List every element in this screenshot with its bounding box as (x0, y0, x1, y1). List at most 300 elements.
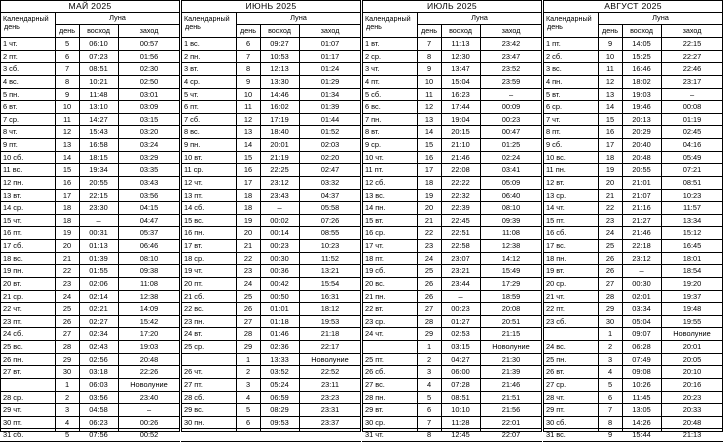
table-row (0, 316, 180, 329)
calendar-date: 19 пн. (3, 266, 24, 276)
table-row (362, 379, 542, 392)
moon-day: 2 (245, 367, 251, 377)
table-row (362, 51, 542, 64)
calendar-date: 13 вт. (3, 190, 22, 200)
calendar-date: 1 чт. (3, 39, 18, 48)
table-header (362, 12, 542, 38)
moon-day: 6 (426, 405, 432, 415)
calendar-date: 19 вт. (546, 266, 565, 276)
calendar-date: 17 вс. (546, 241, 566, 250)
calendar-date: 17 вт. (184, 241, 203, 250)
moonset-time: 01:24 (320, 64, 340, 74)
moonrise-time: 20:01 (270, 140, 289, 149)
moonrise-time: 13:05 (632, 405, 651, 415)
table-row (181, 291, 361, 304)
table-row (543, 202, 723, 215)
table-row (362, 316, 542, 329)
calendar-date: 20 пт. (184, 278, 203, 288)
calendar-date: 7 чт. (546, 114, 561, 124)
moonset-time: 03:24 (139, 140, 159, 149)
moon-day: 15 (605, 114, 615, 124)
moon-day: 11 (244, 102, 252, 112)
moonrise-time: 18:02 (632, 76, 651, 86)
moonrise-time: 16:23 (451, 89, 470, 99)
moonset-time: 01:39 (320, 102, 340, 112)
table-row (543, 240, 723, 253)
calendar-date: 19 чт. (184, 266, 203, 276)
calendar-date: 30 ср. (365, 417, 386, 427)
table-row (543, 139, 723, 152)
moon-day: 6 (245, 417, 251, 427)
table-row (0, 215, 180, 228)
moonrise-time: 09:53 (270, 417, 289, 427)
calendar-date: 26 чт. (184, 367, 203, 377)
moonset-time: 19:55 (682, 316, 702, 326)
moonrise-time: 22:58 (451, 241, 470, 250)
calendar-date: 27 вс. (365, 379, 385, 389)
table-row (543, 392, 723, 405)
table-row (181, 341, 361, 354)
table-row (362, 253, 542, 266)
table-row (181, 76, 361, 89)
column-divider (417, 12, 418, 432)
table-body (362, 38, 542, 442)
moon-day: 27 (243, 316, 253, 326)
moonrise-time: 20:29 (632, 127, 651, 137)
calendar-date: 9 пт. (3, 140, 18, 149)
moon-day: 8 (245, 64, 251, 74)
table-row (181, 265, 361, 278)
moon-day: 7 (426, 39, 432, 48)
table-row (362, 278, 542, 291)
calendar-date: 15 вс. (184, 215, 204, 225)
table-row (0, 417, 180, 430)
moonset-time: 01:17 (320, 51, 340, 61)
day-header: день (602, 26, 618, 35)
table-row (543, 89, 723, 102)
moonset-time: 04:37 (320, 190, 340, 200)
moon-day: 30 (62, 367, 72, 377)
calendar-date: 31 вс. (546, 430, 566, 440)
moonset-time: 02:50 (139, 76, 159, 86)
moon-day: 17 (243, 177, 253, 187)
moonset-time: 03:32 (320, 177, 340, 187)
moon-day: 25 (243, 291, 253, 301)
table-row (362, 139, 542, 152)
table-row (362, 89, 542, 102)
calendar-date: 12 вт. (546, 177, 565, 187)
moon-day: 26 (424, 291, 434, 301)
calendar-date: 3 вс. (546, 64, 562, 74)
moon-day: 22 (424, 228, 434, 238)
calendar-date: 3 чт. (365, 64, 380, 74)
calendar-date: 27 пт. (184, 379, 203, 389)
moonrise-time: 02:43 (89, 342, 108, 351)
calendar-date: 5 вт. (546, 89, 561, 99)
moonset-time: 05:49 (682, 152, 702, 162)
moonrise-time: 02:21 (89, 304, 108, 314)
calendar-date: 25 вс. (3, 342, 23, 351)
calendar-date: 20 вс. (365, 278, 385, 288)
moon-day: 8 (426, 51, 432, 61)
table-row (0, 164, 180, 177)
moon-day: 2 (64, 392, 70, 402)
moonset-time: 00:57 (139, 39, 159, 48)
calendar-date: 1 пт. (546, 39, 561, 48)
moonset-time: 21:51 (501, 392, 521, 402)
moon-day: 18 (243, 190, 253, 200)
table-row (0, 139, 180, 152)
moon-day: 15 (243, 152, 253, 162)
moonrise-time: 08:51 (89, 64, 108, 74)
moonset-time: 20:16 (682, 379, 702, 389)
moonset-time: – (508, 89, 514, 99)
moonset-time: 00:08 (682, 102, 702, 112)
calendar-date: 13 ср. (546, 190, 567, 200)
moon-day: 21 (605, 190, 615, 200)
moonrise-time: 00:50 (270, 291, 289, 301)
moonset-time: 20:01 (682, 342, 702, 351)
moonset-time: 19:20 (682, 278, 702, 288)
calendar-date: 8 пт. (546, 127, 561, 137)
moonset-time: 01:34 (320, 89, 340, 99)
moonrise-time: 16:58 (89, 140, 108, 149)
moonrise-time: 02:06 (89, 278, 108, 288)
calendar-date: 22 вс. (184, 304, 204, 314)
table-row (181, 392, 361, 405)
month-title: ИЮНЬ 2025 (181, 0, 361, 13)
moonrise-time: 12:30 (451, 51, 470, 61)
calendar-date: 28 сб. (184, 392, 205, 402)
table-row (362, 126, 542, 139)
calendar-date: 6 ср. (546, 102, 563, 112)
calendar-header-line: день (547, 22, 563, 31)
moon-day: 13 (605, 89, 615, 99)
moonset-time: 21:15 (501, 329, 521, 339)
moonrise-time: 21:46 (451, 152, 470, 162)
moonset-time: 00:23 (501, 114, 521, 124)
table-row (543, 328, 723, 341)
moonset-time: 01:56 (139, 51, 159, 61)
moonset-time: – (689, 89, 695, 99)
moonset-time: 00:47 (501, 127, 521, 137)
calendar-date: 21 пн. (365, 291, 386, 301)
moon-day: 2 (426, 354, 432, 364)
table-row (181, 38, 361, 51)
calendar-day-header (0, 12, 53, 37)
moon-day: 28 (243, 329, 253, 339)
moonset-time: 01:07 (320, 39, 340, 48)
moonset-time: 20:10 (682, 367, 702, 377)
moon-day: 10 (605, 51, 615, 61)
rise-header: восход (87, 26, 110, 35)
calendar-date: 7 ср. (3, 114, 20, 124)
moonset-time: 23:37 (320, 417, 340, 427)
moonset-time: 16:31 (320, 291, 340, 301)
table-row (543, 429, 723, 442)
table-row (0, 366, 180, 379)
table-row (543, 278, 723, 291)
calendar-date: 2 пт. (3, 51, 18, 61)
moon-day: 9 (607, 39, 613, 48)
moonrise-time: 19:34 (89, 165, 108, 175)
table-row (362, 265, 542, 278)
moonset-time: 23:47 (501, 51, 521, 61)
moonset-time: 03:29 (139, 152, 159, 162)
calendar-date: 2 ср. (365, 51, 382, 61)
moon-day: 5 (245, 405, 251, 415)
moonrise-time: 03:52 (270, 367, 289, 377)
moon-day: 12 (243, 114, 253, 124)
table-row (543, 227, 723, 240)
table-row (181, 240, 361, 253)
moonset-time: 19:53 (320, 316, 340, 326)
moonrise-time: 15:43 (89, 127, 108, 137)
moonrise-time: 04:58 (89, 405, 108, 415)
moonrise-time: 01:55 (89, 266, 108, 276)
calendar-date: 23 сб. (546, 316, 567, 326)
table-row (0, 76, 180, 89)
calendar-day-header (362, 12, 415, 37)
moonrise-time: 18:40 (270, 127, 289, 137)
moonset-time: 23:31 (320, 405, 340, 415)
table-row (0, 126, 180, 139)
table-row (362, 101, 542, 114)
calendar-date: 18 ср. (184, 253, 205, 263)
moon-day: 22 (605, 203, 615, 213)
table-row (362, 63, 542, 76)
moon-day: 24 (605, 228, 615, 238)
moon-day: 19 (62, 228, 72, 238)
moonset-time: 04:16 (682, 140, 702, 149)
table-row (543, 417, 723, 430)
moonrise-time: 08:51 (451, 392, 470, 402)
month-table (0, 0, 180, 440)
moonrise-time: 19:03 (632, 89, 651, 99)
calendar-date: 12 чт. (184, 177, 203, 187)
moonrise-time: 01:46 (270, 329, 289, 339)
moonrise-time: 06:59 (270, 392, 289, 402)
moonset-time: 08:10 (139, 253, 159, 263)
moon-day: 17 (605, 140, 615, 149)
calendar-date: 28 чт. (546, 392, 565, 402)
day-header: день (240, 26, 256, 35)
moonset-time: 20:51 (501, 316, 521, 326)
moonrise-time: 01:01 (270, 304, 289, 314)
table-row (362, 38, 542, 51)
set-header: заход (320, 26, 340, 35)
calendar-header-line: Календарный (365, 14, 411, 23)
set-header: заход (139, 26, 159, 35)
moon-day: 29 (605, 304, 615, 314)
table-row (362, 392, 542, 405)
moon-day: 28 (62, 342, 72, 351)
moon-day: 21 (424, 215, 434, 225)
moonset-time: 07:21 (682, 165, 702, 175)
moon-day: 20 (605, 177, 615, 187)
column-divider (260, 25, 261, 432)
rise-header: восход (268, 26, 291, 35)
moon-day: 29 (243, 342, 253, 351)
calendar-date: 11 ср. (184, 165, 204, 175)
calendar-date: 22 вт. (365, 304, 384, 314)
table-row (362, 215, 542, 228)
moonset-time: 23:42 (501, 39, 521, 48)
moonrise-time: 10:21 (89, 76, 108, 86)
day-header: день (421, 26, 437, 35)
moonset-time: 00:09 (501, 102, 521, 112)
table-row (362, 291, 542, 304)
moonset-time: 22:17 (320, 342, 340, 351)
moonrise-time: 00:23 (270, 241, 289, 250)
moon-day: 12 (424, 102, 434, 112)
calendar-date: 21 чт. (546, 291, 565, 301)
moonset-time: 03:56 (139, 190, 159, 200)
moonrise-time: 08:29 (270, 405, 289, 415)
moonset-time: 23:23 (320, 392, 340, 402)
calendar-date: 24 вс. (546, 342, 566, 351)
moonrise-time: 03:18 (89, 367, 108, 377)
moonset-time: 17:20 (139, 329, 159, 339)
table-row (181, 253, 361, 266)
table-row (0, 328, 180, 341)
moonset-time: 08:51 (682, 177, 702, 187)
moonrise-time: 01:27 (451, 316, 470, 326)
moon-day: 27 (424, 304, 434, 314)
moonrise-time: 06:03 (89, 379, 108, 389)
moon-day: 8 (64, 76, 70, 86)
moon-day: 26 (605, 253, 615, 263)
table-row (543, 101, 723, 114)
moonset-time: Новолуние (673, 329, 711, 339)
moonset-time: 23:52 (501, 64, 521, 74)
moonrise-time: 06:00 (451, 367, 470, 377)
moonrise-time: 23:12 (632, 253, 651, 263)
month-table (181, 0, 361, 432)
moonset-time: 20:48 (682, 417, 702, 427)
calendar-header-line: Календарный (546, 14, 592, 23)
moonrise-time: 01:18 (270, 316, 289, 326)
moonset-time: 14:09 (139, 304, 159, 314)
moon-day: 16 (62, 177, 72, 187)
moonrise-time: 02:34 (89, 329, 108, 339)
moonset-time: 02:03 (320, 140, 340, 149)
moonset-time: 01:29 (320, 76, 340, 86)
moonset-time: 00:26 (139, 417, 159, 427)
moon-day: 8 (426, 430, 432, 440)
table-row (181, 202, 361, 215)
table-row (181, 190, 361, 203)
moon-day: 2 (607, 342, 613, 351)
calendar-date: 21 сб. (184, 291, 205, 301)
moon-day: 1 (426, 342, 432, 351)
moonset-time: 22:15 (682, 39, 702, 48)
moon-day: 26 (62, 316, 72, 326)
table-row (181, 215, 361, 228)
calendar-date: 28 пн. (365, 392, 386, 402)
table-row (0, 379, 180, 392)
table-row (0, 341, 180, 354)
table-row (543, 291, 723, 304)
moonrise-time: 20:55 (632, 165, 651, 175)
moon-day: 26 (243, 304, 253, 314)
table-row (543, 152, 723, 165)
table-row (362, 114, 542, 127)
calendar-date: 8 чт. (3, 127, 18, 137)
table-row (543, 253, 723, 266)
moon-day: 4 (64, 417, 70, 427)
calendar-date: 6 пт. (184, 102, 199, 112)
moonrise-time: 12:45 (451, 430, 470, 440)
moon-day: 7 (64, 64, 70, 74)
rise-header: восход (630, 26, 653, 35)
calendar-date: 20 вт. (3, 278, 22, 288)
moonset-time: 01:52 (320, 127, 340, 137)
moonrise-time: 00:23 (451, 304, 470, 314)
moon-day: 19 (243, 215, 253, 225)
calendar-date: 2 пн. (184, 51, 201, 61)
table-row (0, 429, 180, 442)
moonset-time: 15:49 (501, 266, 521, 276)
moon-day: 14 (62, 152, 72, 162)
moon-day: 5 (64, 39, 70, 48)
moonrise-time: 15:25 (632, 51, 651, 61)
table-row (0, 265, 180, 278)
moonset-time: 23:59 (501, 76, 521, 86)
moonset-time: 21:46 (501, 379, 521, 389)
moonrise-time: 00:02 (270, 215, 289, 225)
table-row (362, 227, 542, 240)
moonset-time: 11:08 (140, 278, 158, 288)
table-row (362, 303, 542, 316)
table-row (0, 392, 180, 405)
moonset-time: 20:48 (139, 354, 159, 364)
table-row (543, 366, 723, 379)
moon-day: 18 (243, 203, 253, 213)
table-row (362, 76, 542, 89)
moonrise-time: 02:53 (451, 329, 470, 339)
calendar-date: 16 пн. (184, 228, 205, 238)
column-divider (118, 25, 119, 432)
moonset-time: Новолуние (492, 342, 530, 351)
column-divider (598, 12, 599, 432)
moonrise-time: 02:56 (89, 354, 108, 364)
moonrise-time: 12:13 (270, 64, 289, 74)
table-row (181, 51, 361, 64)
moonset-time: 02:24 (501, 152, 521, 162)
moon-day: 20 (424, 203, 434, 213)
calendar-date: 10 чт. (365, 152, 384, 162)
calendar-date: 30 сб. (546, 417, 567, 427)
calendar-date: 26 пн. (3, 354, 24, 364)
moonrise-time: – (277, 203, 282, 213)
moonset-time: 05:09 (501, 177, 521, 187)
calendar-date: 1 вт. (365, 39, 380, 48)
moonrise-time: 05:24 (270, 379, 289, 389)
calendar-date: 11 вс. (3, 165, 23, 175)
moonset-time: 00:52 (139, 430, 159, 440)
table-row (543, 190, 723, 203)
moonrise-time: 03:15 (451, 342, 470, 351)
moonset-time: 16:45 (682, 241, 702, 250)
moonset-time: 22:07 (501, 430, 521, 440)
table-row (181, 126, 361, 139)
moon-day: 16 (605, 127, 615, 137)
calendar-date: 3 вт. (184, 64, 199, 74)
moonrise-time: 23:44 (451, 278, 470, 288)
moonset-time: 21:13 (682, 430, 702, 440)
moonset-time: 08:55 (320, 228, 340, 238)
